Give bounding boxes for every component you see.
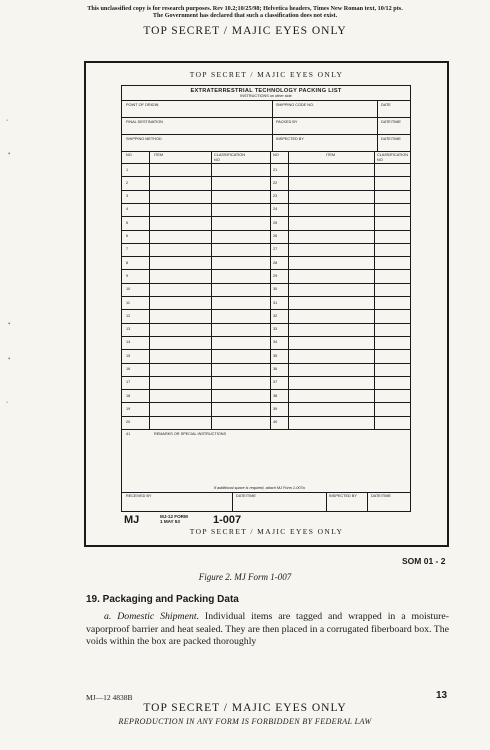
frame-classification-top: TOP SECRET / MAJIC EYES ONLY [189, 70, 344, 79]
date-time-4: DATE/TIME [371, 494, 391, 498]
col-no-left: NO [126, 153, 132, 157]
row-number-right: 35 [273, 353, 278, 358]
field-point-of-origin: POINT OF ORIGIN [126, 103, 159, 107]
row-number-left: 4 [126, 207, 129, 212]
row-number-left: 10 [126, 287, 131, 292]
row-number-left: 12 [126, 313, 131, 318]
row-number-left: 7 [126, 247, 129, 252]
form-number: 1-007 [213, 514, 242, 526]
page-number: 13 [436, 690, 448, 701]
research-notice [60, 5, 430, 20]
section-heading: 19. Packaging and Packing Data [86, 594, 239, 605]
row-number-left: 9 [126, 273, 129, 278]
packing-list-form [121, 85, 411, 512]
row-number-left: 6 [126, 234, 129, 238]
row-number-right: 38 [273, 393, 278, 398]
form-instructions: INSTRUCTIONS on other side [240, 94, 292, 98]
col-class-left: CLASSIFICATION [214, 153, 245, 157]
row-number-left: 8 [126, 260, 129, 265]
row-number-right: 24 [273, 207, 278, 212]
col-class-no-left: NO [214, 158, 220, 162]
field-shipping-code: SHIPPING CODE NO. [276, 103, 314, 107]
bottom-classification: TOP SECRET / MAJIC EYES ONLY [143, 702, 347, 714]
field-final-destination: FINAL DESTINATION [126, 120, 163, 124]
row-number-left: 2 [126, 180, 129, 185]
som-label: SOM 01 - 2 [402, 556, 446, 566]
row-number-left: 17 [126, 380, 131, 385]
col-item-right: ITEM [326, 153, 336, 157]
row-number-right: 30 [273, 287, 278, 292]
row-number-right: 21 [273, 167, 278, 172]
row-number-right: 31 [273, 300, 278, 305]
row-number-right: 27 [273, 247, 278, 252]
margin-mark: ‘ [6, 400, 9, 408]
row-number-left: 18 [126, 393, 131, 398]
row-number-right: 36 [273, 367, 278, 371]
sub-label: a. Domestic Shipment. [104, 611, 200, 622]
row-number-right: 33 [273, 327, 278, 332]
field-date-time-2: DATE/TIME [381, 137, 401, 141]
received-by: RECEIVED BY [126, 494, 152, 498]
form-name: MJ-12 FORM [160, 514, 188, 519]
field-packed-by: PACKED BY [276, 120, 298, 124]
notice-line-1: This unclassified copy is for research purposes. Rev 10.2;10/25/98; Helvetica headers, Times New Roman text, 10/12 pts. [87, 5, 403, 12]
row-number-right: 25 [273, 220, 278, 225]
reproduction-warning: REPRODUCTION IN ANY FORM IS FORBIDDEN BY FEDERAL LAW [118, 717, 372, 726]
col-class-no-right: NO [377, 158, 383, 162]
row-number-right: 32 [273, 313, 278, 318]
field-date-time-1: DATE/TIME [381, 120, 401, 124]
margin-mark: • [8, 320, 11, 328]
margin-mark: ‘ [6, 118, 9, 126]
row-number-left: 5 [126, 220, 129, 225]
frame-classification-bottom: TOP SECRET / MAJIC EYES ONLY [189, 527, 344, 536]
row-number-left: 11 [126, 300, 130, 305]
document-id: MJ—12 4838B [86, 693, 133, 702]
form-date: 1 MAY 53 [160, 519, 180, 524]
row-number-left: 15 [126, 353, 131, 358]
field-date: DATE [381, 103, 391, 107]
col-class-right: CLASSIFICATION [377, 153, 408, 157]
row-number-left: 20 [126, 420, 131, 425]
remarks-no: 41 [126, 432, 131, 436]
row-number-right: 37 [273, 380, 278, 385]
row-number-right: 28 [273, 260, 278, 265]
date-time-3: DATE/TIME [236, 494, 256, 498]
row-number-left: 19 [126, 406, 131, 411]
row-number-right: 23 [273, 194, 278, 199]
top-classification: TOP SECRET / MAJIC EYES ONLY [143, 25, 347, 37]
form-title: EXTRATERRESTRIAL TECHNOLOGY PACKING LIST [190, 88, 342, 94]
row-number-left: 1 [126, 167, 129, 172]
section-paragraph [86, 611, 449, 649]
row-number-left: 3 [126, 194, 129, 199]
row-number-right: 22 [273, 180, 278, 185]
row-number-left: 16 [126, 367, 131, 371]
paragraph-text: Individual items are tagged and wrapped in a moisture-vaporproof barrier and heat sealed. They are then placed in a corrugated fiberboard box. The voids within the box are packed thoroughly [86, 611, 449, 648]
row-number-left: 14 [126, 340, 131, 345]
row-number-right: 29 [273, 273, 278, 278]
row-number-left: 13 [126, 327, 131, 332]
notice-line-2: The Government has declared that such a classification does not exist. [152, 12, 338, 20]
inspected-by-2: INSPECTED BY [329, 494, 357, 498]
field-inspected-by: INSPECTED BY [276, 137, 304, 141]
margin-mark: • [8, 355, 11, 363]
mj-logo: MJ [124, 514, 140, 526]
margin-mark: • [8, 150, 11, 158]
row-number-right: 39 [273, 406, 278, 411]
col-item-left: ITEM [154, 153, 164, 157]
remarks-label: REMARKS OR SPECIAL INSTRUCTIONS [154, 432, 227, 436]
additional-space-note: If additional space is required, attach MJ Form 1-007a [214, 486, 305, 490]
field-shipping-method: SHIPPING METHOD [126, 137, 162, 141]
figure-caption: Figure 2. MJ Form 1-007 [198, 572, 292, 582]
col-no-right: NO [273, 153, 279, 157]
row-number-right: 34 [273, 340, 278, 345]
row-number-right: 40 [273, 420, 278, 425]
row-number-right: 26 [273, 234, 278, 238]
